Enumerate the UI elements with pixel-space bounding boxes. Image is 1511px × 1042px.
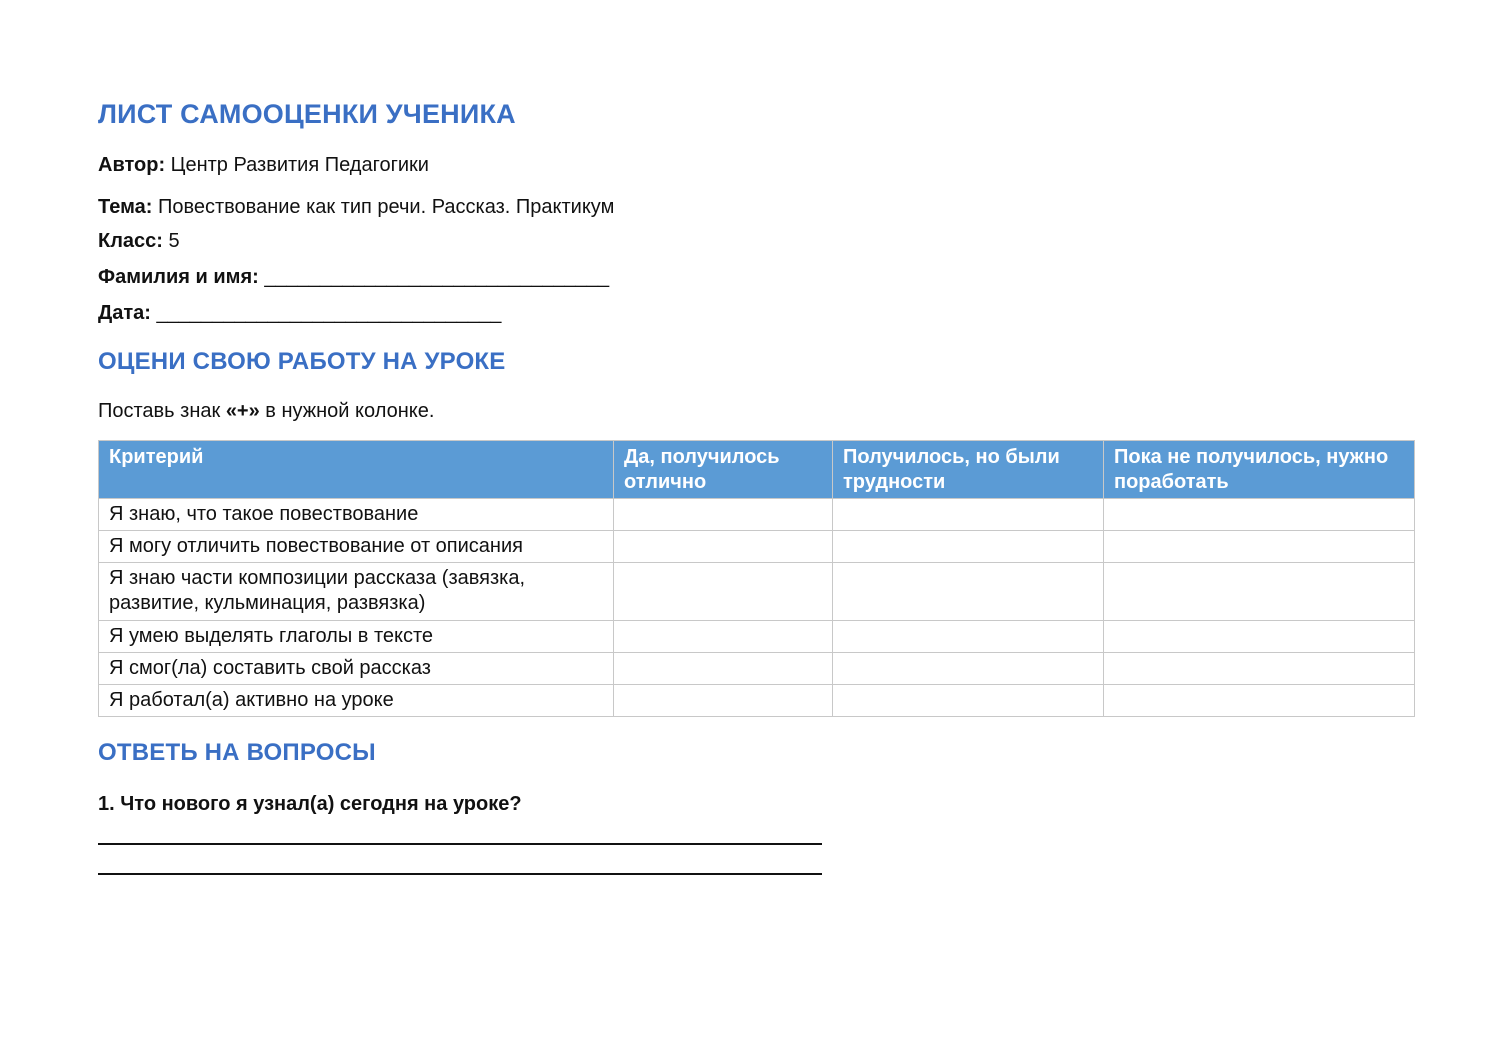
criterion-cell: Я знаю части композиции рассказа (завязка, развитие, кульминация, развязка)	[99, 563, 614, 621]
mark-cell-difficulties[interactable]	[833, 621, 1104, 653]
worksheet-page	[98, 96, 1414, 875]
mark-cell-difficulties[interactable]	[833, 563, 1104, 621]
question-1: 1. Что нового я узнал(а) сегодня на уроке?	[98, 793, 522, 815]
table-row	[99, 621, 1415, 653]
table-row	[99, 563, 1415, 621]
page-title: ЛИСТ САМООЦЕНКИ УЧЕНИКА	[98, 99, 516, 129]
mark-cell-not-yet[interactable]	[1104, 653, 1415, 685]
mark-cell-difficulties[interactable]	[833, 685, 1104, 717]
topic-label: Тема:	[98, 196, 153, 218]
criterion-cell: Я умею выделять глаголы в тексте	[99, 621, 614, 653]
class-line	[98, 228, 1414, 254]
section-heading-questions: ОТВЕТЬ НА ВОПРОСЫ	[98, 739, 376, 766]
mark-cell-not-yet[interactable]	[1104, 621, 1415, 653]
topic-line	[98, 194, 1414, 220]
header-criterion: Критерий	[99, 441, 614, 499]
author-value: Центр Развития Педагогики	[170, 154, 429, 176]
criterion-cell: Я смог(ла) составить свой рассказ	[99, 653, 614, 685]
topic-value: Повествование как тип речи. Рассказ. Практикум	[157, 196, 615, 218]
table-row	[99, 531, 1415, 563]
instruction-after: в нужной колонке.	[259, 400, 435, 422]
answer-line-2[interactable]	[98, 873, 822, 875]
date-line	[98, 300, 1414, 326]
mark-cell-not-yet[interactable]	[1104, 685, 1415, 717]
mark-cell-excellent[interactable]	[614, 531, 833, 563]
mark-cell-excellent[interactable]	[614, 621, 833, 653]
table-row	[99, 653, 1415, 685]
name-blank-field[interactable]: _______________________________	[264, 266, 610, 288]
mark-cell-difficulties[interactable]	[833, 499, 1104, 531]
name-label: Фамилия и имя:	[98, 266, 259, 288]
date-blank-field[interactable]: _______________________________	[156, 302, 502, 324]
mark-cell-not-yet[interactable]	[1104, 563, 1415, 621]
instruction-before: Поставь знак	[98, 400, 226, 422]
mark-cell-excellent[interactable]	[614, 685, 833, 717]
date-label: Дата:	[98, 302, 151, 324]
criteria-table	[98, 440, 1415, 717]
class-value: 5	[168, 230, 180, 252]
table-row	[99, 499, 1415, 531]
table-header-row	[99, 441, 1415, 499]
mark-cell-excellent[interactable]	[614, 563, 833, 621]
mark-cell-not-yet[interactable]	[1104, 531, 1415, 563]
criterion-cell: Я работал(а) активно на уроке	[99, 685, 614, 717]
name-line	[98, 264, 1414, 290]
mark-cell-difficulties[interactable]	[833, 531, 1104, 563]
header-excellent: Да, получилось отлично	[614, 441, 833, 499]
mark-cell-not-yet[interactable]	[1104, 499, 1415, 531]
header-not-yet: Пока не получилось, нужно поработать	[1104, 441, 1415, 499]
header-difficulties: Получилось, но были трудности	[833, 441, 1104, 499]
instruction-text	[98, 398, 1414, 424]
section-heading-rate: ОЦЕНИ СВОЮ РАБОТУ НА УРОКЕ	[98, 348, 506, 375]
author-line	[98, 152, 1414, 178]
mark-cell-excellent[interactable]	[614, 499, 833, 531]
author-label: Автор:	[98, 154, 166, 176]
instruction-mark: «+»	[225, 400, 260, 422]
table-row	[99, 685, 1415, 717]
mark-cell-excellent[interactable]	[614, 653, 833, 685]
criterion-cell: Я знаю, что такое повествование	[99, 499, 614, 531]
answer-line-1[interactable]	[98, 843, 822, 845]
criterion-cell: Я могу отличить повествование от описания	[99, 531, 614, 563]
class-label: Класс:	[98, 230, 163, 252]
mark-cell-difficulties[interactable]	[833, 653, 1104, 685]
